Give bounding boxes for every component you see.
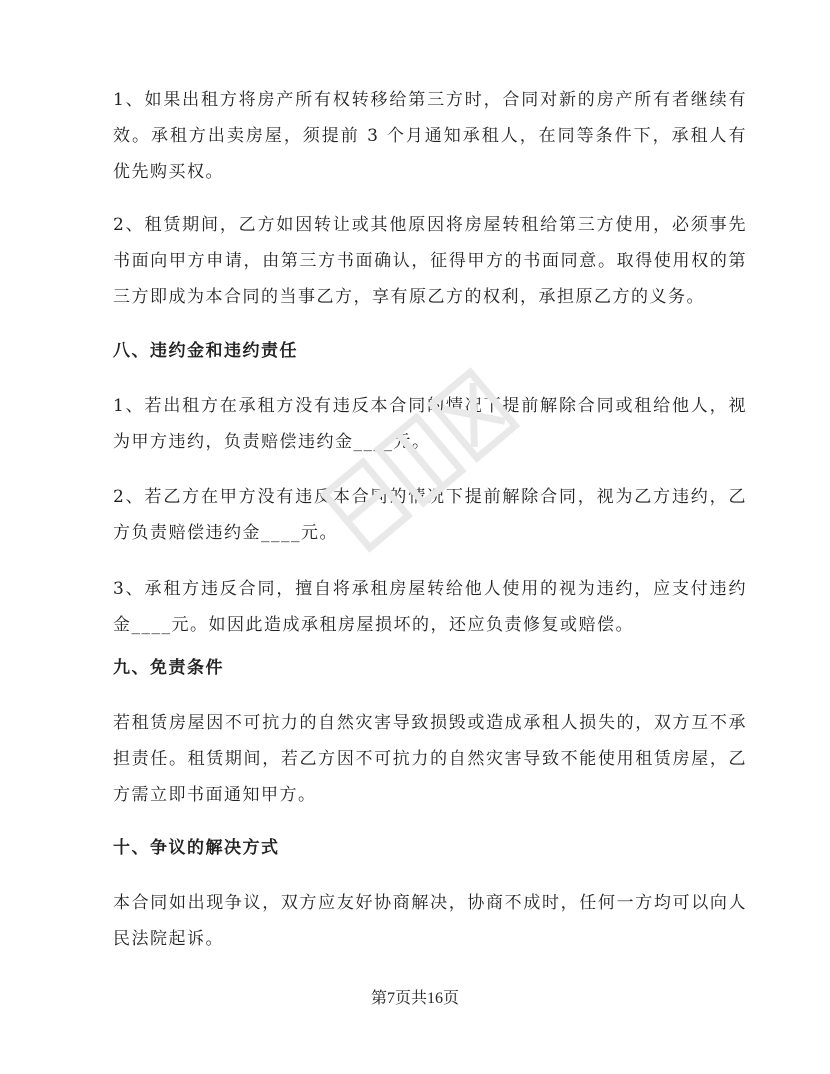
- paragraph-transfer-ownership: 1、如果出租方将房产所有权转移给第三方时，合同对新的房产所有者继续有效。承租方出卖房屋，须提前 3 个月通知承租人，在同等条件下，承租人有优先购买权。: [113, 90, 747, 182]
- paragraph-breach-lessor: 1、若出租方在承租方没有违反本合同的情况下提前解除合同或租给他人，视为甲方违约，负责赔偿违约金____元。: [113, 396, 747, 452]
- section-heading-exemption: 九、免责条件: [113, 658, 224, 678]
- paragraph-breach-sublet: 3、承租方违反合同，擅自将承租房屋转给他人使用的视为违约，应支付违约金____元。如因此造成承租房屋损坏的，还应负责修复或赔偿。: [113, 579, 747, 635]
- section-heading-dispute: 十、争议的解决方式: [113, 838, 280, 858]
- paragraph-dispute-resolution: 本合同如出现争议，双方应友好协商解决，协商不成时，任何一方均可以向人民法院起诉。: [113, 893, 747, 949]
- section-heading-breach: 八、违约金和违约责任: [113, 341, 298, 361]
- watermark-logo-icon: [290, 330, 550, 590]
- paragraph-breach-lessee: 2、若乙方在甲方没有违反本合同的情况下提前解除合同，视为乙方违约，乙方负责赔偿违约金____元。: [113, 487, 747, 543]
- paragraph-force-majeure: 若租赁房屋因不可抗力的自然灾害导致损毁或造成承租人损失的，双方互不承担责任。租赁期间，若乙方因不可抗力的自然灾害导致不能使用租赁房屋，乙方需立即书面通知甲方。: [113, 713, 747, 805]
- page-number: 第7页共16页: [370, 990, 459, 1007]
- paragraph-sublease: 2、租赁期间，乙方如因转让或其他原因将房屋转租给第三方使用，必须事先书面向甲方申请，由第三方书面确认，征得甲方的书面同意。取得使用权的第三方即成为本合同的当事乙方，享有原乙方的权利，承担原乙方的义务。: [113, 215, 747, 307]
